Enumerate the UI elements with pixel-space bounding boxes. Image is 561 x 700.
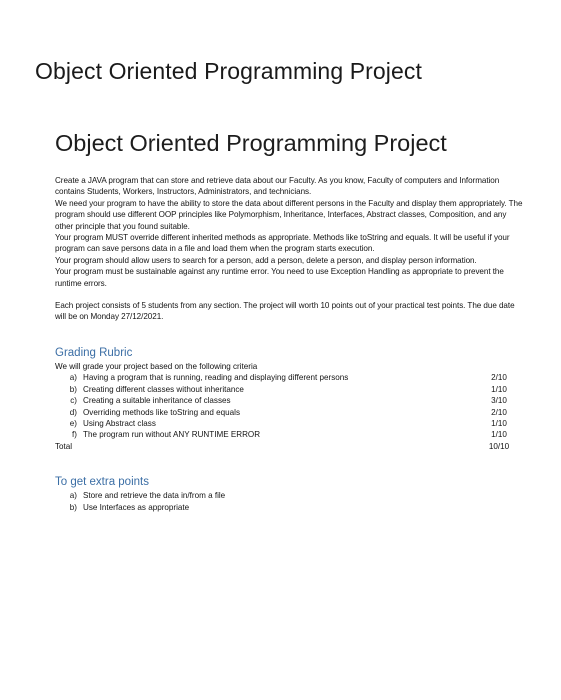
paragraph: Create a JAVA program that can store and retrieve data about our Faculty. As you know, Faculty of computers and Information contains Students, Workers, Instructors, Administrators, and technicians. (55, 176, 500, 197)
paragraph: Your program should allow users to search for a person, add a person, delete a person, and display person information. (55, 255, 477, 265)
extra-text: Store and retrieve the data in/from a file (83, 491, 226, 501)
rubric-item (55, 418, 525, 429)
extra-points-heading: To get extra points (55, 476, 149, 489)
rubric-text: Overriding methods like toString and equals (83, 407, 241, 417)
total-score: 10/10 (488, 441, 510, 451)
extra-item (55, 502, 525, 513)
rubric-total-row (55, 441, 525, 452)
rubric-letter: b) (69, 384, 77, 394)
extra-list (55, 490, 525, 513)
extra-item (55, 490, 525, 501)
rubric-score: 2/10 (491, 373, 507, 383)
grading-rubric-heading: Grading Rubric (55, 346, 133, 359)
extra-letter: b) (69, 502, 77, 512)
rubric-score: 1/10 (491, 430, 507, 440)
rubric-score: 1/10 (491, 384, 507, 394)
rubric-text: Having a program that is running, reading and displaying different persons (83, 373, 349, 383)
rubric-score: 3/10 (491, 396, 507, 406)
extra-letter: a) (69, 491, 77, 501)
rubric-text: Creating different classes without inheritance (83, 384, 244, 394)
extra-text: Use Interfaces as appropriate (83, 502, 190, 512)
rubric-item (55, 429, 525, 440)
rubric-text: Creating a suitable inheritance of classes (83, 396, 231, 406)
rubric-letter: c) (70, 396, 77, 406)
rubric-score: 2/10 (491, 407, 507, 417)
rubric-letter: f) (72, 430, 77, 440)
rubric-text: Using Abstract class (83, 418, 156, 428)
rubric-score: 1/10 (491, 418, 507, 428)
rubric-letter: a) (69, 373, 77, 383)
rubric-item (55, 395, 525, 406)
page-title: Object Oriented Programming Project (35, 58, 422, 84)
rubric-letter: d) (69, 407, 77, 417)
grading-intro: We will grade your project based on the following criteria (55, 361, 258, 371)
paragraph: Your program must be sustainable against any runtime error. You need to use Exception Handling as appropriate to prevent the runtime errors. (55, 267, 504, 288)
paragraph: Your program MUST override different inherited methods as appropriate. Methods like toString and equals. It will be useful if your program can save persons data in a file and load them when the program starts execution. (55, 233, 510, 254)
rubric-text: The program run without ANY RUNTIME ERROR (83, 430, 261, 440)
rubric-letter: e) (69, 418, 77, 428)
document (55, 130, 525, 513)
rubric-item (55, 372, 525, 383)
rubric-item (55, 407, 525, 418)
rubric-list (55, 372, 525, 452)
document-title: Object Oriented Programming Project (55, 130, 447, 156)
paragraph: Each project consists of 5 students from any section. The project will worth 10 points out of your practical test points. The due date will be on Monday 27/12/2021. (55, 301, 515, 322)
rubric-item (55, 384, 525, 395)
total-label: Total (55, 441, 73, 451)
paragraph: We need your program to have the ability to store the data about different persons in the Faculty and display them appropriately. The program should use different OOP principles like Polymorphism, Inheritance, Interfaces, Abstract classes, Composition, and any other principle that you found suitable. (55, 198, 523, 231)
